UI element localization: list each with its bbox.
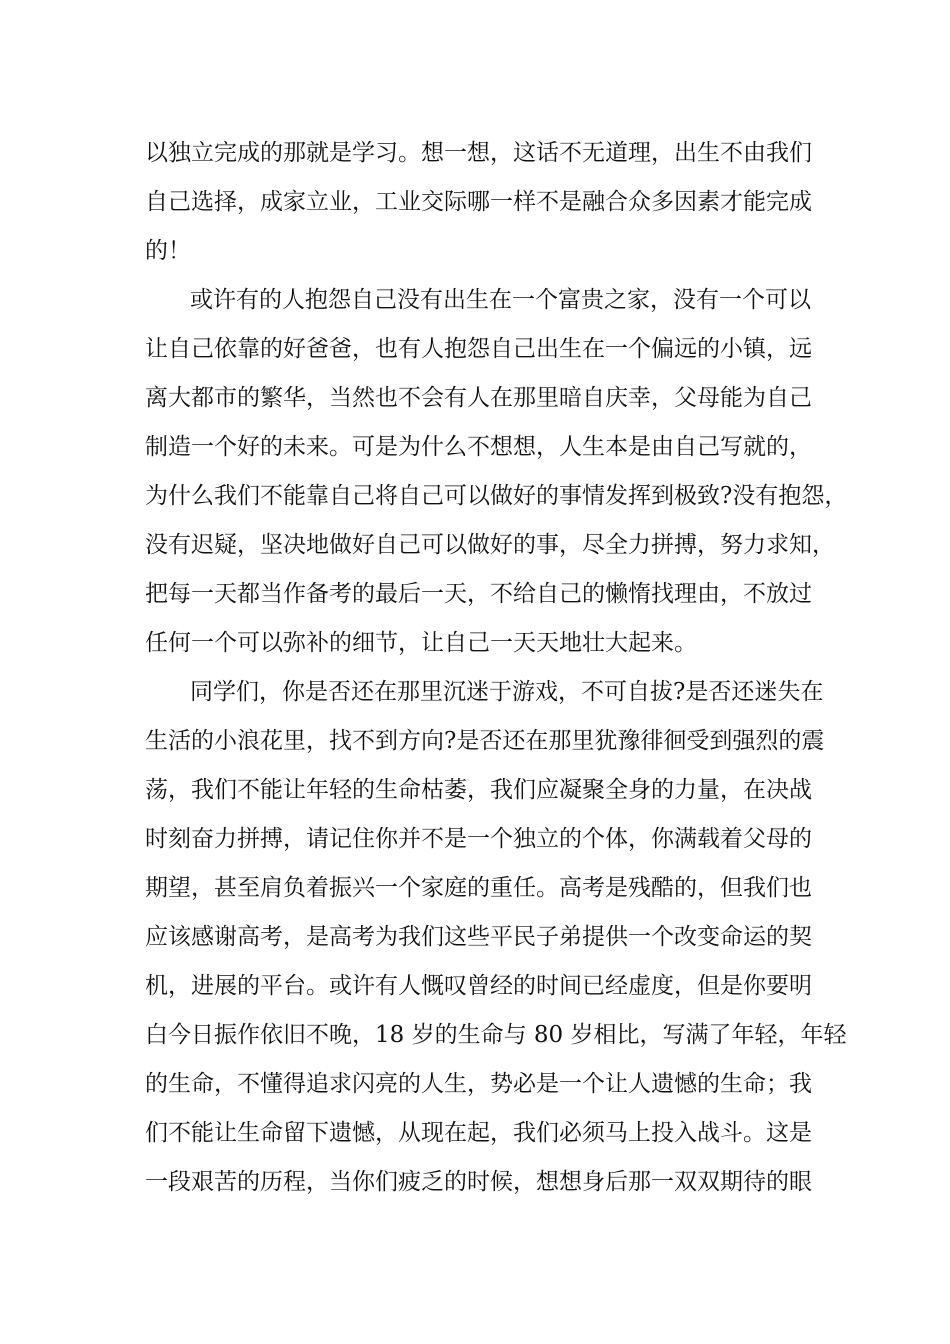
text-line: 没有迟疑，坚决地做好自己可以做好的事，尽全力拼搏，努力求知， xyxy=(145,532,835,558)
text-line: 自己选择，成家立业，工业交际哪一样不是融合众多因素才能完成 xyxy=(145,189,812,215)
text-line: 把每一天都当作备考的最后一天，不给自己的懒惰找理由，不放过 xyxy=(145,581,812,607)
text-line: 们不能让生命留下遗憾，从现在起，我们必须马上投入战斗。这是 xyxy=(145,1120,812,1146)
text-line: 任何一个可以弥补的细节，让自己一天天地壮大起来。 xyxy=(145,630,697,656)
paragraph-first-line: 同学们，你是否还在那里沉迷于游戏，不可自拔?是否还迷失在 xyxy=(190,679,824,705)
text-line: 时刻奋力拼搏，请记住你并不是一个独立的个体，你满载着父母的 xyxy=(145,826,812,852)
paragraph-first-line: 或许有的人抱怨自己没有出生在一个富贵之家，没有一个可以 xyxy=(190,287,811,313)
text-line: 应该感谢高考，是高考为我们这些平民子弟提供一个改变命运的契 xyxy=(145,924,812,950)
text-line: 生活的小浪花里，找不到方向?是否还在那里犹豫徘徊受到强烈的震 xyxy=(145,728,825,754)
text-line: 为什么我们不能靠自己将自己可以做好的事情发挥到极致?没有抱怨， xyxy=(145,483,848,509)
text-line: 的！ xyxy=(145,238,191,264)
text-line: 的生命，不懂得追求闪亮的人生，势必是一个让人遗憾的生命；我 xyxy=(145,1071,812,1097)
text-line: 期望，甚至肩负着振兴一个家庭的重任。高考是残酷的，但我们也 xyxy=(145,875,812,901)
text-line: 机，进展的平台。或许有人慨叹曾经的时间已经虚度，但是你要明 xyxy=(145,973,812,999)
text-line: 一段艰苦的历程，当你们疲乏的时候，想想身后那一双双期待的眼 xyxy=(145,1169,812,1195)
text-line: 白今日振作依旧不晚，18 岁的生命与 80 岁相比，写满了年轻，年轻 xyxy=(145,1022,847,1048)
text-line: 制造一个好的未来。可是为什么不想想，人生本是由自己写就的， xyxy=(145,434,812,460)
text-line: 让自己依靠的好爸爸，也有人抱怨自己出生在一个偏远的小镇，远 xyxy=(145,336,812,362)
text-line: 荡，我们不能让年轻的生命枯萎，我们应凝聚全身的力量，在决战 xyxy=(145,777,812,803)
text-line: 以独立完成的那就是学习。想一想，这话不无道理，出生不由我们 xyxy=(145,140,812,166)
text-line: 离大都市的繁华，当然也不会有人在那里暗自庆幸，父母能为自己 xyxy=(145,385,812,411)
